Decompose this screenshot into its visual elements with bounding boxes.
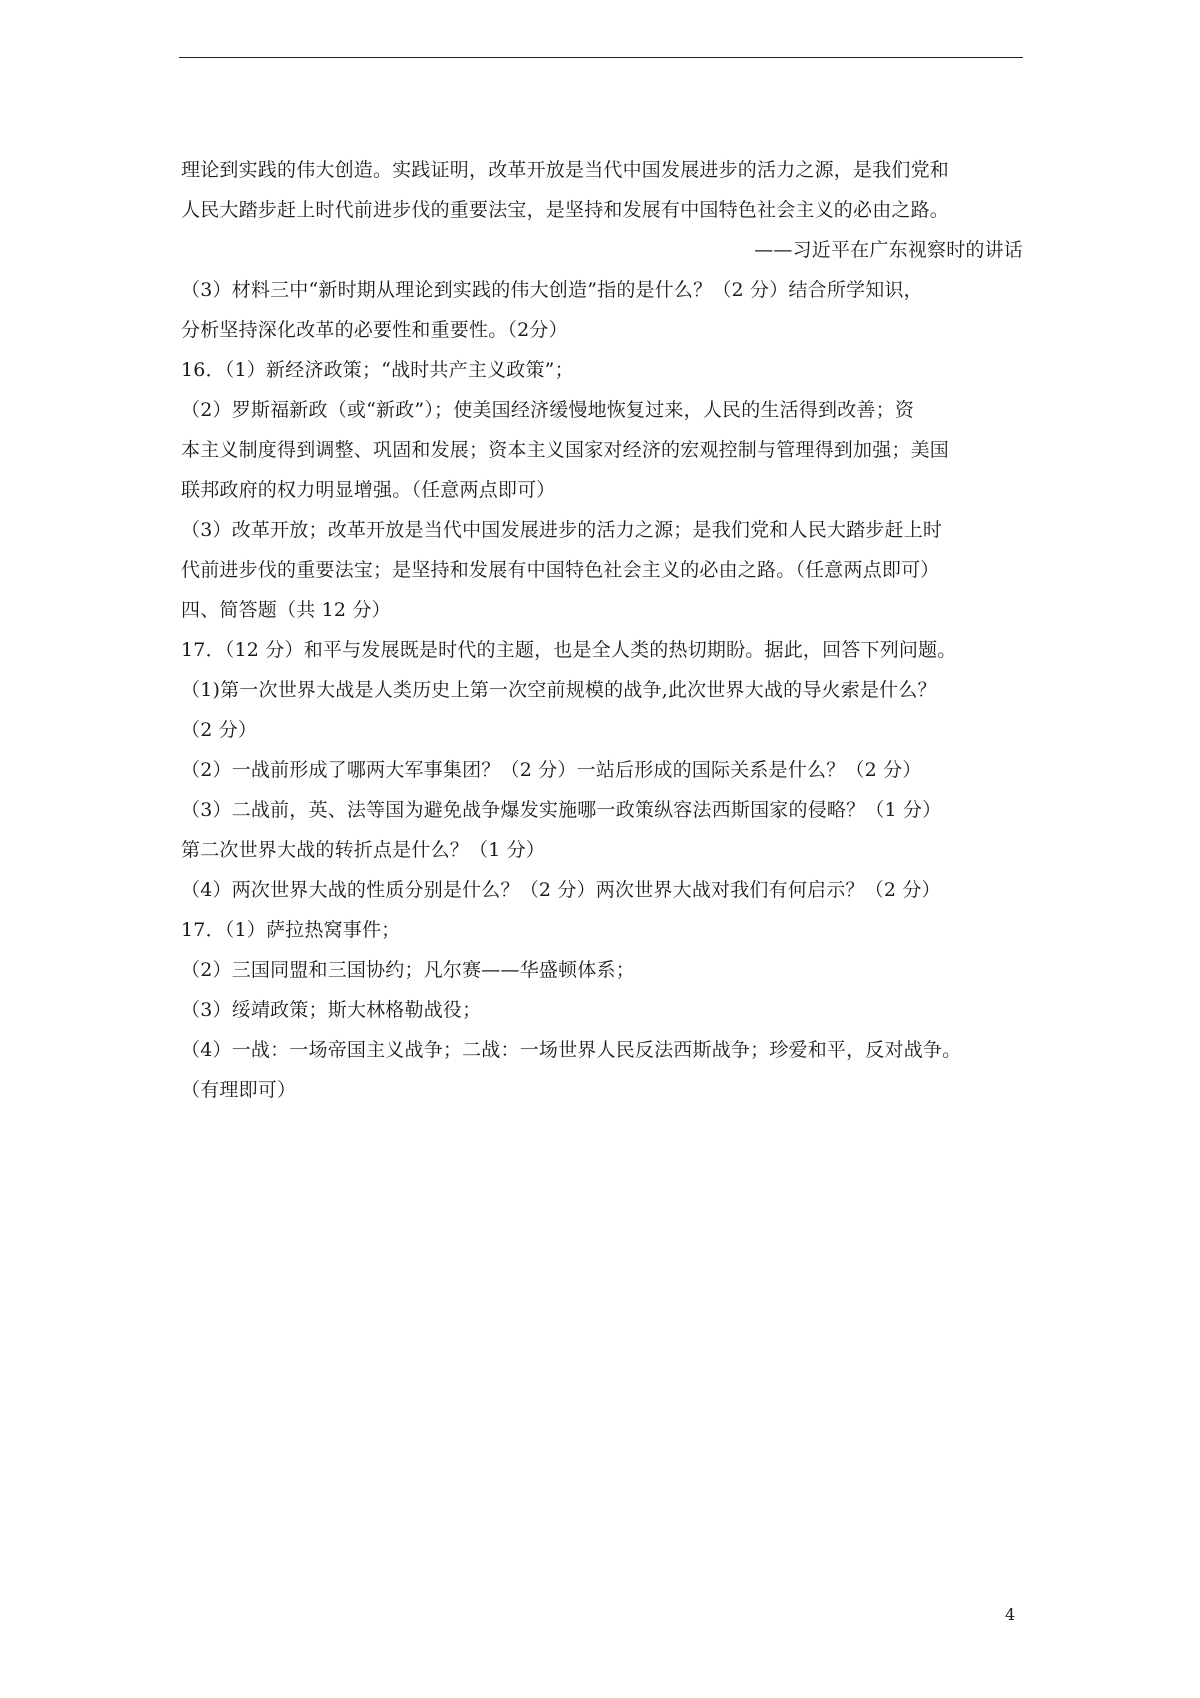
- answer-line: （有理即可）: [181, 1079, 297, 1101]
- question-line: （3）二战前，英、法等国为避免战争爆发实施哪一政策纵容法西斯国家的侵略？（1 分）: [181, 799, 942, 821]
- answer-line: （2）三国同盟和三国协约；凡尔赛——华盛顿体系；: [181, 959, 635, 981]
- answer-line: 本主义制度得到调整、巩固和发展；资本主义国家对经济的宏观控制与管理得到加强；美国: [181, 439, 950, 461]
- header-rule: [179, 57, 1023, 58]
- answer-line: （2）罗斯福新政（或“新政”）；使美国经济缓慢地恢复过来，人民的生活得到改善；资: [181, 399, 915, 421]
- page-number: 4: [1005, 1605, 1016, 1624]
- answer-line: （3）改革开放；改革开放是当代中国发展进步的活力之源；是我们党和人民大踏步赶上时: [181, 519, 943, 541]
- answer-line: 17．（1）萨拉热窝事件；: [181, 919, 401, 941]
- question-line: （2）一战前形成了哪两大军事集团？（2 分）一站后形成的国际关系是什么？（2 分）: [181, 759, 922, 781]
- question-line: （2 分）: [181, 719, 258, 741]
- answer-line: 代前进步伐的重要法宝；是坚持和发展有中国特色社会主义的必由之路。（任意两点即可）: [181, 559, 940, 581]
- document-body: [181, 150, 1023, 1110]
- question-line: （1)第一次世界大战是人类历史上第一次空前规模的战争,此次世界大战的导火索是什么？: [181, 679, 937, 701]
- answer-line: 联邦政府的权力明显增强。（任意两点即可）: [181, 479, 556, 501]
- text-line: 人民大踏步赶上时代前进步伐的重要法宝，是坚持和发展有中国特色社会主义的必由之路。: [181, 199, 950, 221]
- answer-line: （3）绥靖政策；斯大林格勒战役；: [181, 999, 482, 1021]
- answer-line: 16．（1）新经济政策；“战时共产主义政策”；: [181, 359, 574, 381]
- question-line: 分析坚持深化改革的必要性和重要性。（2分）: [181, 319, 568, 341]
- answer-line: （4）一战：一场帝国主义战争；二战：一场世界人民反法西斯战争；珍爱和平，反对战争。: [181, 1039, 962, 1061]
- quote-attribution: ——习近平在广东视察时的讲话: [754, 239, 1023, 261]
- text-line: 理论到实践的伟大创造。实践证明，改革开放是当代中国发展进步的活力之源，是我们党和: [181, 159, 950, 181]
- question-line: 第二次世界大战的转折点是什么？（1 分）: [181, 839, 546, 861]
- section-heading: 四、简答题（共 12 分）: [181, 599, 391, 621]
- question-line: 17．（12 分）和平与发展既是时代的主题，也是全人类的热切期盼。据此，回答下列问题。: [181, 639, 957, 661]
- question-line: （4）两次世界大战的性质分别是什么？（2 分）两次世界大战对我们有何启示？（2 分）: [181, 879, 941, 901]
- question-line: （3）材料三中“新时期从理论到实践的伟大创造”指的是什么？（2 分）结合所学知识，: [181, 279, 923, 301]
